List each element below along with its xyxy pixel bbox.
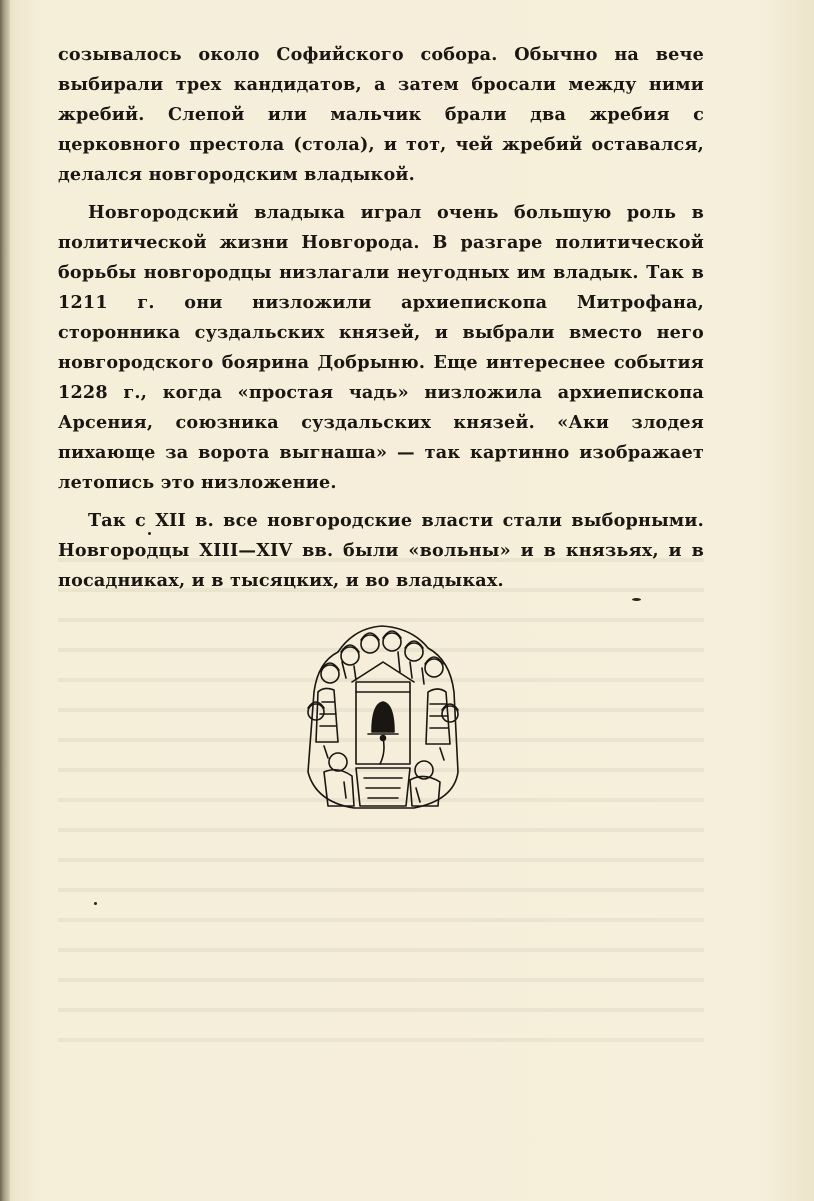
text-block [58, 40, 704, 596]
ink-speck [148, 532, 151, 535]
woodcut-crowd-with-bell-icon [294, 622, 470, 812]
ink-speck [632, 598, 641, 601]
paragraph-3: Так с XII в. все новгородские власти стали выборными. Новгородцы XIII—XIV вв. были «вольны» и в князьях, и в посадниках, и в тысяцких, и во владыках. [58, 510, 704, 591]
book-spine [0, 0, 10, 1201]
ink-speck [94, 902, 97, 905]
paragraph-1: созывалось около Софийского собора. Обычно на вече выбирали трех кандидатов, а затем бросали между ними жребий. Слепой или мальчик брали два жребия с церковного престола (стола), и тот, чей жребий оставался, делался новгородским владыкой. [58, 44, 704, 185]
paragraph-2: Новгородский владыка играл очень большую роль в политической жизни Новгорода. В разгаре политической борьбы новгородцы низлагали неугодных им владык. Так в 1211 г. они низложили архиепископа Митрофана, сторонника суздальских князей, и выбрали вместо него новгородского боярина Добрыню. Еще интереснее события 1228 г., когда «простая чадь» низложила архиепископа Арсения, союзника суздальских князей. «Аки злодея пихающе за ворота выгнаша» — так картинно изображает летопись это низложение. [58, 202, 704, 493]
